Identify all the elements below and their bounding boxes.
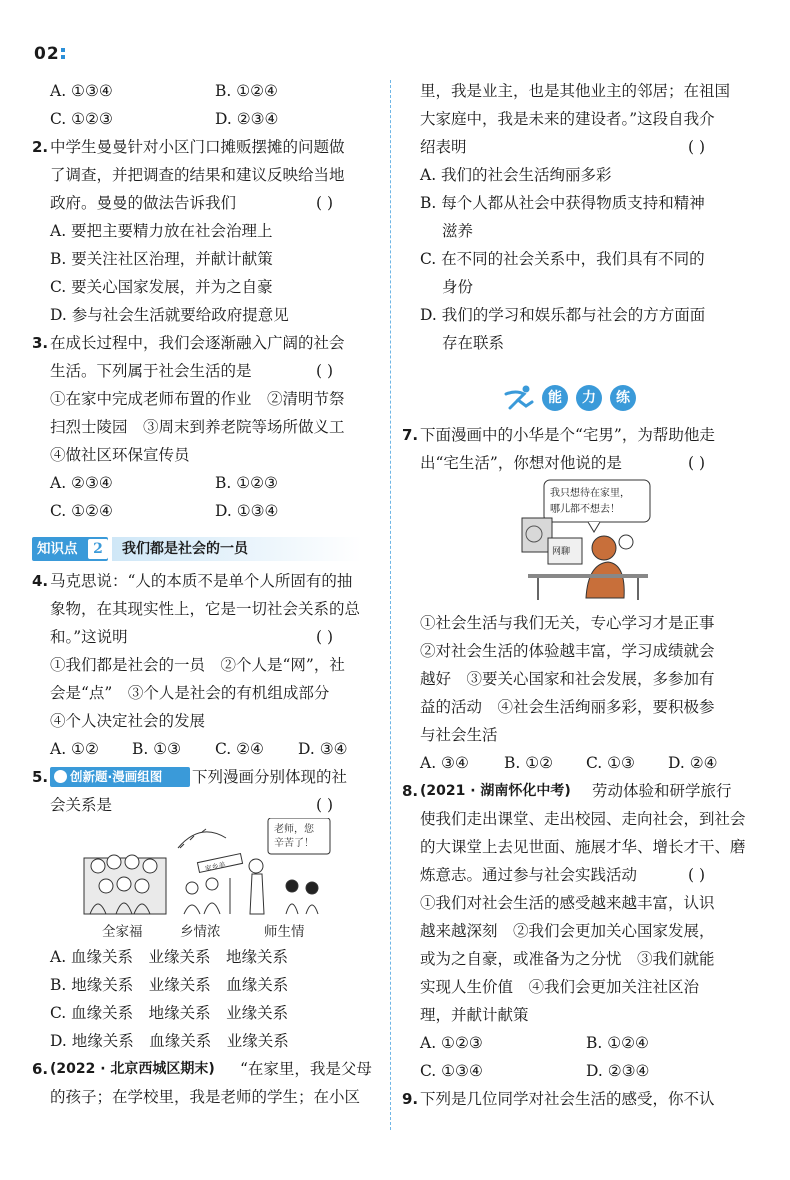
q1-option-d[interactable]: D. ②③④	[215, 110, 279, 128]
q1-option-b[interactable]: B. ①②④	[215, 82, 278, 100]
q3-option-b[interactable]: B. ①②③	[215, 474, 278, 492]
q2-stem-line: 了调查，并把调查的结果和建议反映给当地	[50, 166, 345, 184]
q4-item-line: 会是“点” ③个人是社会的有机组成部分	[50, 684, 330, 702]
q6-stem-line: 里，我是业主，也是其他业主的邻居；在祖国	[420, 82, 731, 100]
page-number-mark	[61, 48, 65, 52]
q6-stem-line: 绍表明	[420, 138, 467, 156]
ability-char: 练	[610, 385, 636, 411]
comic-bubble-line: 哪儿都不想去！	[550, 504, 620, 515]
page-number-mark	[61, 55, 65, 59]
q3-number: 3.	[32, 334, 49, 352]
q2-stem-line: 中学生曼曼针对小区门口摊贩摆摊的问题做	[50, 138, 345, 156]
q7-item-line: ②对社会生活的体验越丰富，学习成绩就会	[420, 642, 715, 660]
innovation-tag: 创新题·漫画组图	[50, 767, 190, 787]
q6-stem-line: “在家里，我是父母	[240, 1060, 372, 1078]
q4-stem-line: 象物，在其现实性上，它是一切社会关系的总	[50, 600, 361, 618]
q2-option-a[interactable]: A. 要把主要精力放在社会治理上	[50, 222, 273, 240]
q4-stem-line: 马克思说：“人的本质不是单个人所固有的抽	[50, 572, 353, 590]
q3-stem-line: 生活。下列属于社会生活的是	[50, 362, 252, 380]
runner-icon	[502, 384, 536, 412]
banner-text: 家乡美	[204, 860, 227, 874]
q1-option-a[interactable]: A. ①③④	[50, 82, 113, 100]
hometown-scene-icon	[178, 829, 243, 914]
q8-item-line: 实现人生价值 ④我们会更加关注社区治	[420, 978, 700, 996]
q6-stem-line: 大家庭中，我是未来的建设者。”这段自我介	[420, 110, 715, 128]
q6-source: (2022 · 北京西城区期末)	[50, 1061, 215, 1077]
comic-caption: 师生情	[264, 924, 305, 940]
q4-option-b[interactable]: B. ①③	[132, 740, 182, 758]
q6-option-b[interactable]: B. 每个人都从社会中获得物质支持和精神	[420, 194, 705, 212]
q4-answer-blank[interactable]: ( )	[316, 628, 334, 646]
q3-item-line: ①在家中完成老师布置的作业 ②清明节祭	[50, 390, 345, 408]
q5-stem-line: 会关系是	[50, 796, 113, 814]
knowledge-point-label: 知识点	[32, 537, 108, 561]
boy-at-computer-icon	[586, 535, 633, 598]
q3-stem-line: 在成长过程中，我们会逐渐融入广阔的社会	[50, 334, 345, 352]
q5-option-c[interactable]: C. 血缘关系 地缘关系 业缘关系	[50, 1004, 289, 1022]
q4-number: 4.	[32, 572, 49, 590]
q4-option-d[interactable]: D. ③④	[298, 740, 348, 758]
q5-answer-blank[interactable]: ( )	[316, 796, 334, 814]
computer-monitor-icon	[522, 518, 582, 564]
q3-item-line: 扫烈士陵园 ③周末到养老院等场所做义工	[50, 418, 345, 436]
q5-stem-line: 下列漫画分别体现的社	[192, 768, 348, 786]
q7-item-line: 益的活动 ④社会生活绚丽多彩，要积极参	[420, 698, 715, 716]
q6-number: 6.	[32, 1060, 49, 1078]
q6-option-d[interactable]: D. 我们的学习和娱乐都与社会的方方面面	[420, 306, 706, 324]
knowledge-point-title: 我们都是社会的一员	[112, 537, 362, 561]
q8-item-line: ①我们对社会生活的感受越来越丰富，认识	[420, 894, 715, 912]
q5-comic-illustration	[80, 818, 350, 918]
q6-option-c-cont: 身份	[442, 278, 474, 296]
q3-answer-blank[interactable]: ( )	[316, 362, 334, 380]
screen-label: 网聊	[552, 547, 571, 557]
page-number: 02	[34, 44, 60, 64]
q4-option-c[interactable]: C. ②④	[215, 740, 264, 758]
q8-item-line: 理，并献计献策	[420, 1006, 529, 1024]
knowledge-point-number: 2	[88, 539, 108, 559]
q6-option-c[interactable]: C. 在不同的社会关系中，我们具有不同的	[420, 250, 705, 268]
q8-answer-blank[interactable]: ( )	[688, 866, 706, 884]
ability-char: 力	[576, 385, 602, 411]
q8-option-c[interactable]: C. ①③④	[420, 1062, 483, 1080]
q5-option-d[interactable]: D. 地缘关系 血缘关系 业缘关系	[50, 1032, 289, 1050]
q9-stem-line: 下列是几位同学对社会生活的感受，你不认	[420, 1090, 715, 1108]
q7-item-line: 与社会生活	[420, 726, 498, 744]
knowledge-point-header	[32, 537, 362, 563]
q8-option-a[interactable]: A. ①②③	[420, 1034, 483, 1052]
q3-option-a[interactable]: A. ②③④	[50, 474, 113, 492]
q5-number: 5.	[32, 768, 49, 786]
teacher-student-icon	[249, 818, 330, 914]
q8-stem-line: 的大课堂上去见世面、施展才华、增长才干、磨	[420, 838, 746, 856]
q6-answer-blank[interactable]: ( )	[688, 138, 706, 156]
q7-option-c[interactable]: C. ①③	[586, 754, 635, 772]
q2-option-b[interactable]: B. 要关注社区治理，并献计献策	[50, 250, 273, 268]
q1-option-c[interactable]: C. ①②③	[50, 110, 113, 128]
q8-item-line: 越来越深刻 ②我们会更加关心国家发展，	[420, 922, 715, 940]
comic-bubble-line: 辛苦了！	[274, 838, 314, 849]
q4-item-line: ④个人决定社会的发展	[50, 712, 206, 730]
q8-option-b[interactable]: B. ①②④	[586, 1034, 649, 1052]
q6-option-b-cont: 滋养	[442, 222, 474, 240]
q9-number: 9.	[402, 1090, 419, 1108]
q2-option-d[interactable]: D. 参与社会生活就要给政府提意见	[50, 306, 289, 324]
q3-option-c[interactable]: C. ①②④	[50, 502, 113, 520]
q7-item-line: ①社会生活与我们无关，专心学习才是正事	[420, 614, 715, 632]
ability-char: 能	[542, 385, 568, 411]
comic-bubble-line: 老师，您	[274, 824, 314, 835]
q8-option-d[interactable]: D. ②③④	[586, 1062, 650, 1080]
q4-stem-line: 和。”这说明	[50, 628, 128, 646]
q2-stem-line: 政府。曼曼的做法告诉我们	[50, 194, 237, 212]
comic-caption: 乡情浓	[180, 924, 221, 940]
q3-item-line: ④做社区环保宣传员	[50, 446, 190, 464]
q8-item-line: 或为之自豪，或准备为之分忧 ③我们就能	[420, 950, 715, 968]
q7-item-line: 越好 ③要关心国家和社会发展，多参加有	[420, 670, 715, 688]
family-portrait-icon	[84, 855, 166, 914]
q7-option-d[interactable]: D. ②④	[668, 754, 718, 772]
comic-caption: 全家福	[102, 924, 143, 940]
q2-answer-blank[interactable]: ( )	[316, 194, 334, 212]
q7-number: 7.	[402, 426, 419, 444]
q8-stem-line: 劳动体验和研学旅行	[592, 782, 732, 800]
comic-bubble-line: 我只想待在家里，	[550, 488, 630, 499]
q8-number: 8.	[402, 782, 419, 800]
column-divider	[390, 80, 391, 1130]
q2-option-c[interactable]: C. 要关心国家发展，并为之自豪	[50, 278, 273, 296]
q5-option-b[interactable]: B. 地缘关系 业缘关系 血缘关系	[50, 976, 289, 994]
q8-stem-line: 使我们走出课堂、走出校园、走向社会，到社会	[420, 810, 746, 828]
q2-number: 2.	[32, 138, 49, 156]
ability-section-header	[502, 382, 652, 412]
q6-option-a[interactable]: A. 我们的社会生活绚丽多彩	[420, 166, 612, 184]
q8-stem-line: 炼意志。通过参与社会实践活动	[420, 866, 638, 884]
q7-comic-illustration	[508, 478, 668, 602]
q4-option-a[interactable]: A. ①②	[50, 740, 99, 758]
q8-source: (2021 · 湖南怀化中考)	[420, 783, 571, 799]
q7-stem-line: 下面漫画中的小华是个“宅男”，为帮助他走	[420, 426, 715, 444]
q7-option-b[interactable]: B. ①②	[504, 754, 554, 772]
q5-option-a[interactable]: A. 血缘关系 业缘关系 地缘关系	[50, 948, 289, 966]
q4-item-line: ①我们都是社会的一员 ②个人是“网”，社	[50, 656, 345, 674]
q7-stem-line: 出“宅生活”，你想对他说的是	[420, 454, 622, 472]
q3-option-d[interactable]: D. ①③④	[215, 502, 279, 520]
q6-option-d-cont: 存在联系	[442, 334, 505, 352]
q7-answer-blank[interactable]: ( )	[688, 454, 706, 472]
lightbulb-icon	[54, 770, 67, 783]
q7-option-a[interactable]: A. ③④	[420, 754, 469, 772]
q6-stem-line: 的孩子；在学校里，我是老师的学生；在小区	[50, 1088, 361, 1106]
